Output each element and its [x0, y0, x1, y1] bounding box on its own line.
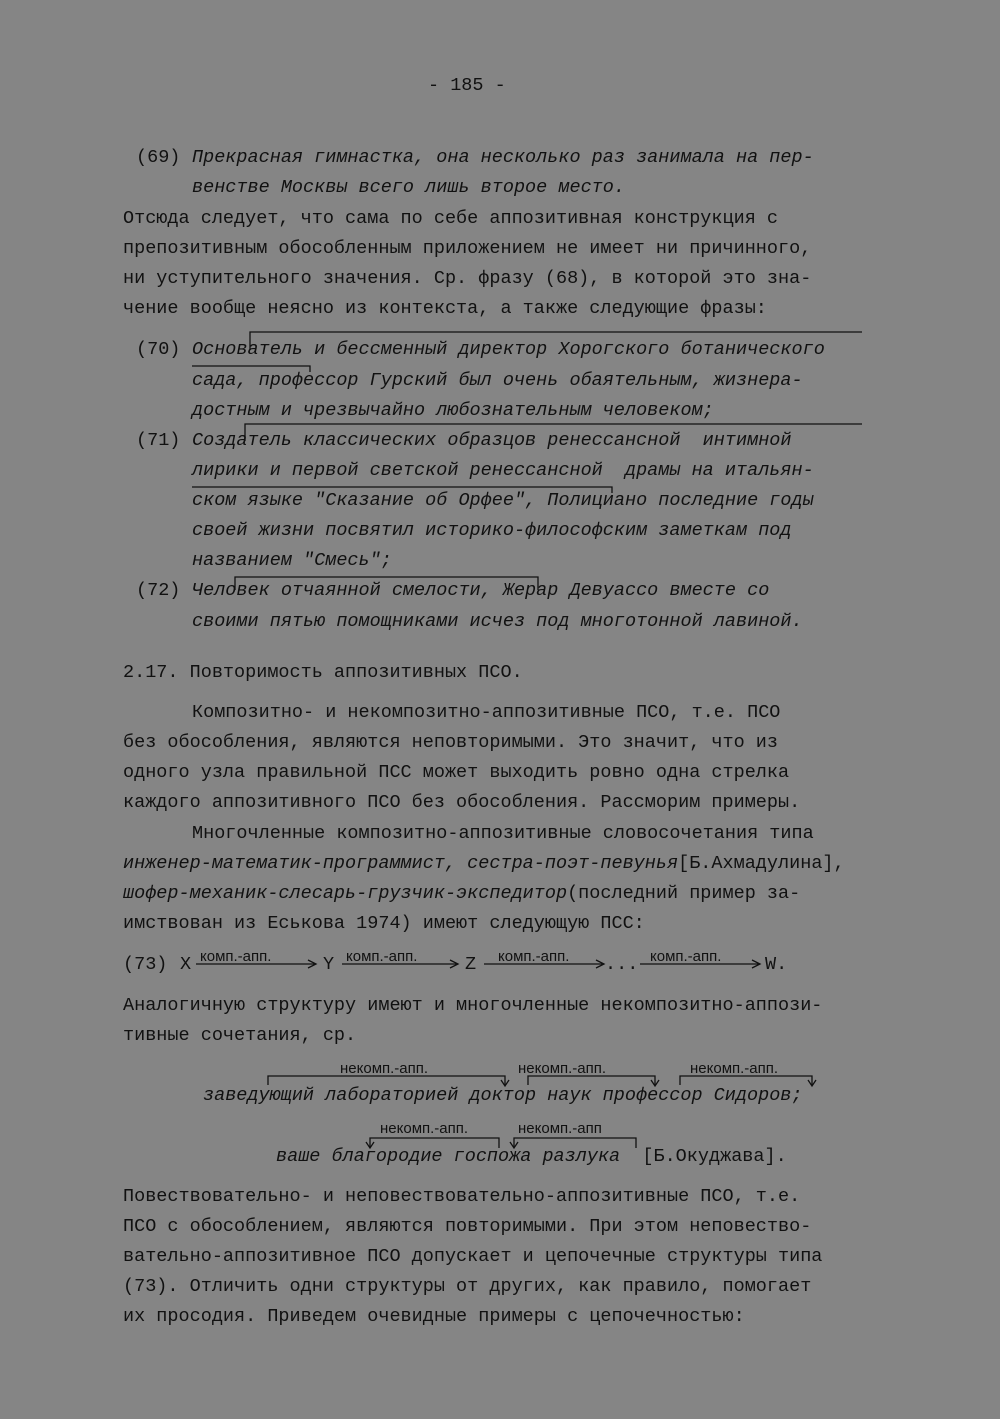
example-71-line-4: своей жизни посвятил историко-философским заметкам под	[192, 520, 792, 541]
paragraph-3-line-2-citation: [Б.Ахмадулина],	[678, 853, 845, 874]
example-a-arc-label-1: некомп.-апп.	[340, 1060, 429, 1077]
example-72-number: (72)	[136, 580, 181, 601]
chain-arc-label-1: комп.-апп.	[200, 948, 272, 965]
example-a-arc-label-2: некомп.-апп.	[518, 1060, 607, 1077]
example-72-line-2: своими пятью помощниками исчез под многотонной лавиной.	[192, 611, 803, 632]
chain-arrowhead-2	[450, 960, 458, 968]
example-69-line-1: Прекрасная гимнастка, она несколько раз занимала на пер-	[192, 147, 814, 168]
example-70-line-2: сада, профессор Гурский был очень обаятельным, жизнера-	[192, 370, 803, 391]
chain-arrowhead-3	[596, 960, 604, 968]
paragraph-5-line-2: ПСО с обособлением, являются повторимыми. При этом неповество-	[123, 1216, 812, 1237]
chain-arrowhead-1	[308, 960, 316, 968]
paragraph-3-line-1: Многочленные композитно-аппозитивные словосочетания типа	[192, 823, 814, 844]
example-a-arc-3-head	[808, 1080, 816, 1086]
paragraph-1-line-1: Отсюда следует, что сама по себе аппозитивная конструкция с	[123, 208, 779, 229]
page-number: - 185 -	[428, 75, 506, 96]
chain-node-x: X	[180, 954, 192, 975]
paragraph-3-line-3	[123, 882, 800, 906]
chain-node-y: Y	[323, 954, 335, 975]
example-b-arc-label-1: некомп.-апп.	[380, 1120, 469, 1137]
chain-arc-label-4: комп.-апп.	[650, 948, 722, 965]
example-70-line-1: Основатель и бессменный директор Хорогского ботанического	[192, 339, 825, 360]
chain-arrowhead-4	[752, 960, 760, 968]
example-72-line-1: Человек отчаянной смелости, Жерар Девуассо вместе со	[192, 580, 770, 601]
paragraph-5-line-3: вательно-аппозитивное ПСО допускает и цепочечные структуры типа	[123, 1246, 823, 1267]
paragraph-3-line-3-plain: (последний пример за-	[567, 883, 801, 904]
example-b-line	[276, 1145, 787, 1169]
example-b-arc-label-2: некомп.-апп	[518, 1120, 602, 1137]
paragraph-2-line-4: каждого аппозитивного ПСО без обособления. Рассморим примеры.	[123, 792, 801, 813]
example-69-line-2: венстве Москвы всего лишь второе место.	[192, 177, 625, 198]
section-heading: 2.17. Повторимость аппозитивных ПСО.	[123, 662, 523, 683]
paragraph-4-line-2: тивные сочетания, ср.	[123, 1025, 357, 1046]
example-a-arc-label-3: некомп.-апп.	[690, 1060, 779, 1077]
example-69-number: (69)	[136, 147, 181, 168]
paragraph-2-line-1: Композитно- и некомпозитно-аппозитивные ПСО, т.е. ПСО	[192, 702, 781, 723]
example-b-text: ваше благородие госпожа разлука	[276, 1146, 621, 1167]
paragraph-1-line-2: препозитивным обособленным приложением не имеет ни причинного,	[123, 238, 812, 259]
chain-node-w: W.	[765, 954, 788, 975]
example-70-number: (70)	[136, 339, 181, 360]
paragraph-3-line-2-italic: инженер-математик-программист, сестра-поэт-певунья	[123, 853, 679, 874]
example-a-text: заведующий лабораторией доктор наук профессор Сидоров;	[203, 1085, 803, 1106]
paragraph-4-line-1: Аналогичную структуру имеют и многочленные некомпозитно-аппози-	[123, 995, 823, 1016]
example-71-line-5: названием "Смесь";	[192, 550, 392, 571]
example-71-line-3: ском языке "Сказание об Орфее", Полициано последние годы	[192, 490, 814, 511]
chain-arc-label-3: комп.-апп.	[498, 948, 570, 965]
chain-node-z: Z	[465, 954, 477, 975]
paragraph-5-line-4: (73). Отличить одни структуры от других, как правило, помогает	[123, 1276, 812, 1297]
chain-arc-label-2: комп.-апп.	[346, 948, 418, 965]
chain-node-ellipsis: ...	[605, 954, 639, 975]
example-71-line-2: лирики и первой светской ренессансной драмы на итальян-	[192, 460, 814, 481]
paragraph-3-line-3-italic: шофер-механик-слесарь-грузчик-экспедитор	[123, 883, 568, 904]
example-70-line-3: достным и чрезвычайно любознательным человеком;	[192, 400, 714, 421]
example-71-number: (71)	[136, 430, 181, 451]
example-b-source: [Б.Окуджава].	[642, 1146, 787, 1167]
paragraph-3-line-4: имствован из Еськова 1974) имеют следующую ПСС:	[123, 913, 645, 934]
paragraph-1-line-4: чение вообще неясно из контекста, а также следующие фразы:	[123, 298, 767, 319]
example-71-line-1: Создатель классических образцов ренессансной интимной	[192, 430, 792, 451]
paragraph-2-line-2: без обособления, являются неповторимыми. Это значит, что из	[123, 732, 779, 753]
paragraph-2-line-3: одного узла правильной ПСС может выходить ровно одна стрелка	[123, 762, 790, 783]
paragraph-1-line-3: ни уступительного значения. Ср. фразу (68), в которой это зна-	[123, 268, 812, 289]
paragraph-3-line-2	[123, 852, 845, 876]
paragraph-5-line-1: Повествовательно- и неповествовательно-аппозитивные ПСО, т.е.	[123, 1186, 801, 1207]
paragraph-5-line-5: их просодия. Приведем очевидные примеры с цепочечностью:	[123, 1306, 745, 1327]
example-73-number: (73)	[123, 954, 168, 975]
